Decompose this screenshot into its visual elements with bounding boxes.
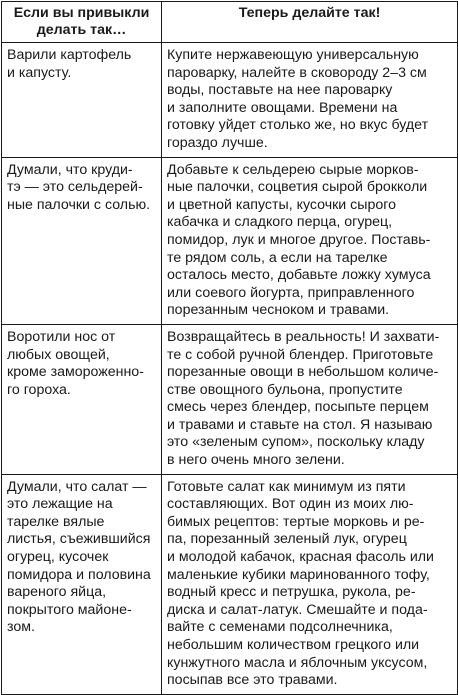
cell-before: Думали, что круди- тэ — это сельдерей- ные палочки с солью. [2,157,162,324]
header-now: Теперь делайте так! [162,2,458,43]
table-row [2,474,458,694]
cell-now: Купите нержавеющую универсальную пароварку, налейте в сковороду 2–3 см воды, поставьте на нее пароварку и заполните овощами. Времени на готовку уйдет столько же, но вкус будет гораздо лучше. [162,43,458,158]
table-row [2,157,458,324]
cell-now: Готовьте салат как минимум из пяти составляющих. Вот один из моих лю- бимых рецептов: тертые морковь и ре- па, порезанный зеленый лук, огурец и молодой кабачок, красная фасоль или маленькие кубики маринованного тофу, водный кресс и петрушка, рукола, ре- диска и салат-латук. Смешайте и пода- вайте с семенами подсолнечника, небольшим количеством грецкого или кунжутного масла и яблочным уксусом, посыпав все это травами. [162,474,458,694]
cell-now: Возвращайтесь в реальность! И захвати- те с собой ручной блендер. Приготовьте порезанные овощи в небольшом количе- стве овощного бульона, пропустите смесь через блендер, посыпьте перцем и травами и ставьте на стол. Я называю это «зеленым супом», поскольку кладу в него очень много зелени. [162,324,458,474]
table-header-row [2,2,458,43]
header-before: Если вы привыкли делать так… [2,2,162,43]
table-row [2,324,458,474]
cell-before: Варили картофель и капусту. [2,43,162,158]
cell-now: Добавьте к сельдерею сырые морков- ные палочки, соцветия сырой брокколи и цветной капусты, кусочки сырого кабачка и сладкого перца, огурец, помидор, лук и многое другое. Поставь- те рядом соль, а если на тарелке осталось место, добавьте ложку хумуса или соевого йогурта, приправленного порезанным чесноком и травами. [162,157,458,324]
table-row [2,43,458,158]
cell-before: Думали, что салат — это лежащие на тарелке вялые листья, съежившийся огурец, кусочек помидора и половина вареного яйца, покрытого майоне- зом. [2,474,162,694]
cell-before: Воротили нос от любых овощей, кроме замороженно- го гороха. [2,324,162,474]
tips-table [1,1,458,695]
